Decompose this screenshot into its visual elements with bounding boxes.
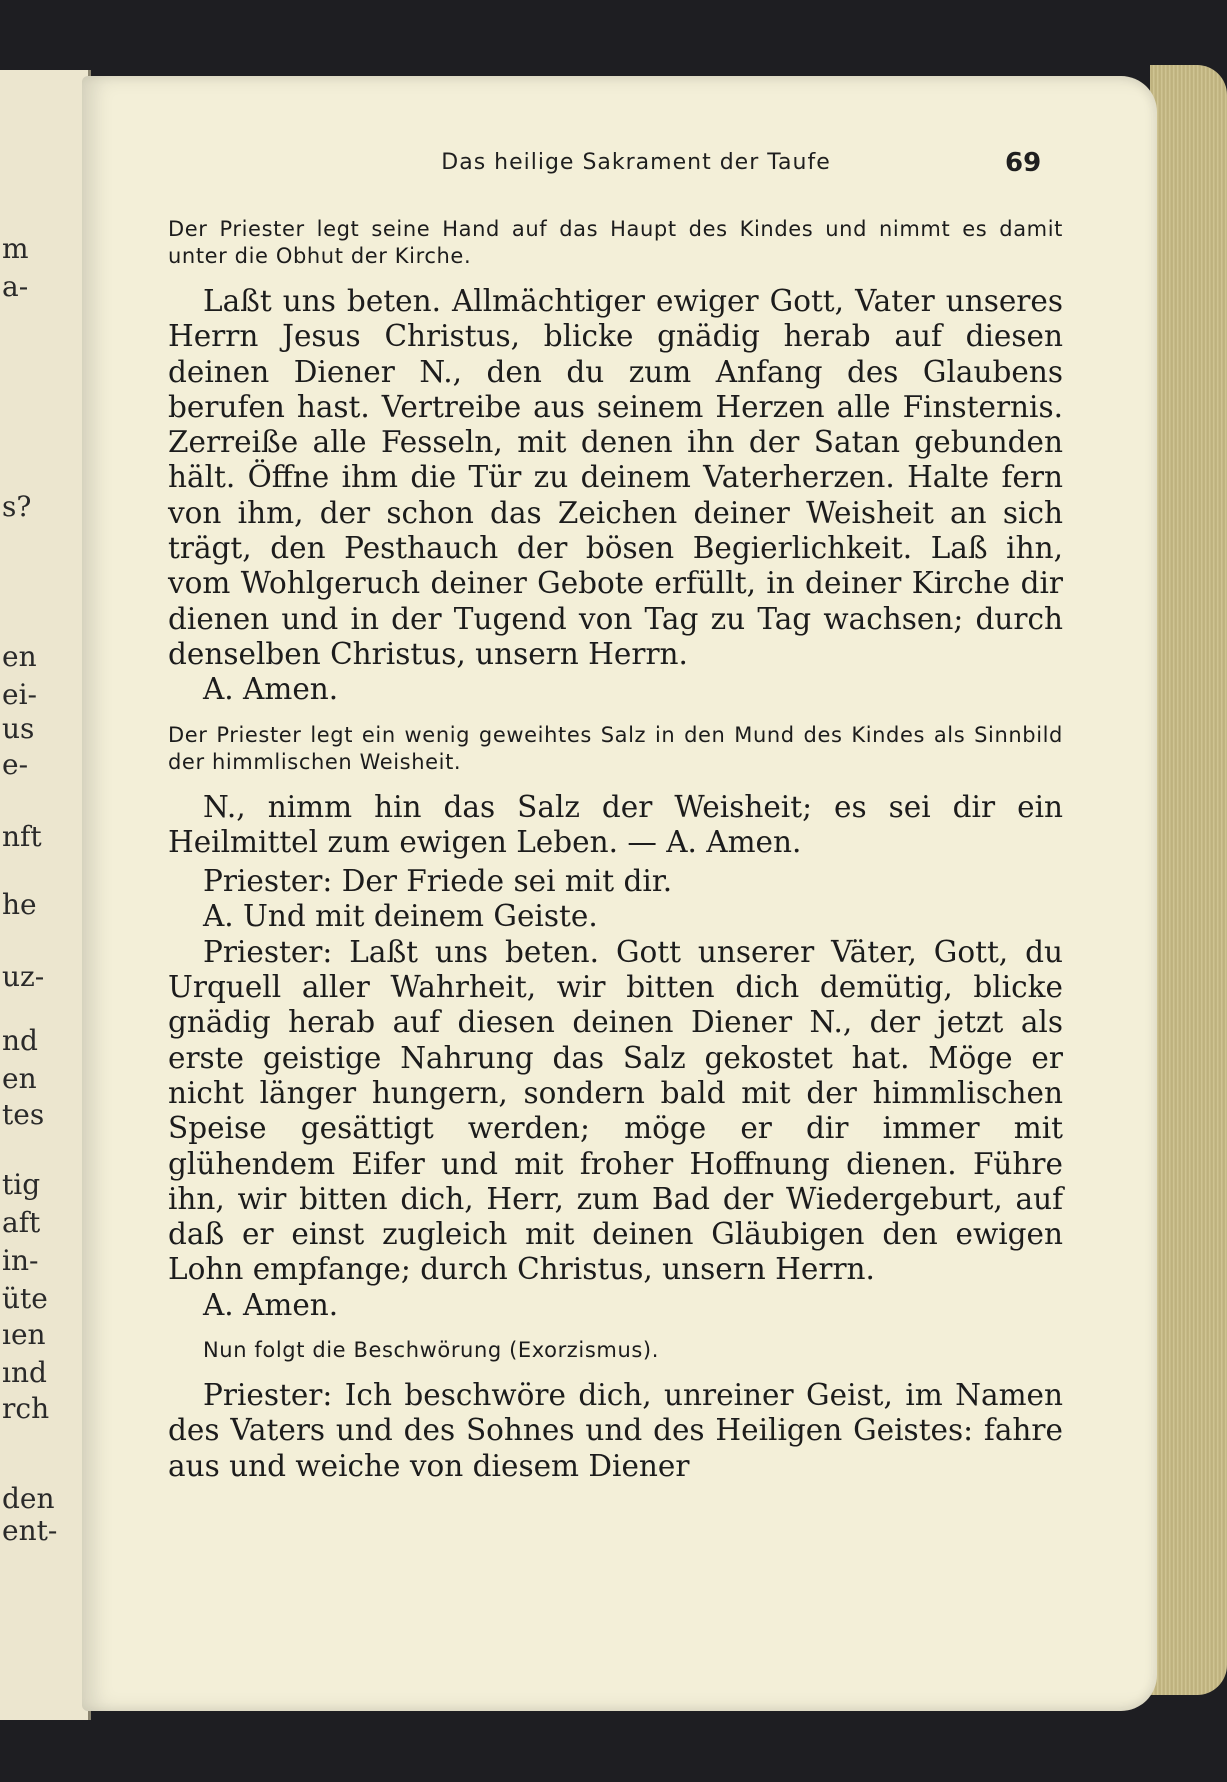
left-page-fragment: m: [2, 232, 29, 265]
left-page-fragment: üte: [2, 1282, 48, 1315]
left-page-fragment: ei-: [2, 678, 37, 711]
left-page-fragment: en: [2, 640, 37, 673]
page-number: 69: [1005, 148, 1042, 178]
left-page-fragment: ent-: [2, 1514, 58, 1547]
left-page-fragment: us: [2, 712, 35, 745]
left-page-fragment: en: [2, 1062, 37, 1095]
left-page-fragment: in-: [2, 1244, 39, 1277]
page-edges: [1150, 65, 1227, 1695]
left-page-fragment: uz-: [2, 960, 45, 993]
left-page-fragment: s?: [2, 490, 32, 523]
left-page-fragment: ıen: [2, 1318, 46, 1351]
running-title: Das heilige Sakrament der Taufe: [441, 150, 831, 175]
response-amen-2: A. Amen.: [203, 1287, 339, 1322]
rubric-exorcism: Nun folgt die Beschwörung (Exorzismus).: [203, 1338, 659, 1363]
peace-response: A. Und mit deinem Geiste.: [203, 899, 598, 934]
left-page-fragment: aft: [2, 1206, 41, 1239]
rubric-hand-on-head: Der Priester legt seine Hand auf das Haupt des Kindes und nimmt es damit unter die Obhut der Kirche.: [168, 217, 1063, 268]
left-page-fragment: a-: [2, 270, 29, 303]
left-page-fragment: ınd: [2, 1356, 47, 1389]
response-amen: A. Amen.: [203, 672, 339, 707]
rubric-salt: Der Priester legt ein wenig geweihtes Salz in den Mund des Kindes als Sinnbild der himmlischen Weisheit.: [168, 722, 1063, 774]
salt-formula: N., nimm hin das Salz der Weisheit; es sei dir ein Heilmittel zum ewigen Leben. — A. Amen.: [168, 789, 1063, 859]
exorcism-formula: Priester: Ich beschwöre dich, unreiner Geist, im Namen des Vaters und des Sohnes und des Heiligen Geistes: fahre aus und weiche von diesem Diener: [168, 1378, 1063, 1483]
facing-left-page: [0, 70, 91, 1720]
left-page-fragment: den: [2, 1482, 55, 1515]
prayer-after-salt: Priester: Laßt uns beten. Gott unserer Väter, Gott, du Urquell aller Wahrheit, wir bitten dich demütig, blicke gnädig herab auf diesen deinen Diener N., der jetzt als erste geistige Nahrung das Salz gekostet hat. Möge er nicht länger hungern, sondern bald mit der himmlischen Speise gesättigt werden; möge er dir immer mit glühendem Eifer und mit froher Hoffnung dienen. Führe ihn, wir bitten dich, Herr, zum Bad der Wiedergeburt, auf daß er einst zugleich mit deinen Gläubigen den ewigen Lohn empfange; durch Christus, unsern Herrn.: [168, 934, 1063, 1287]
peace-greeting: Priester: Der Friede sei mit dir.: [203, 864, 673, 899]
left-page-fragment: nft: [2, 820, 42, 853]
left-page-fragment: tes: [2, 1098, 45, 1131]
left-page-fragment: nd: [2, 1024, 38, 1057]
left-page-fragment: tig: [2, 1168, 41, 1201]
left-page-fragment: he: [2, 888, 37, 921]
left-page-fragment: e-: [2, 748, 29, 781]
page-body: [168, 216, 1063, 1484]
prayer-opening: Laßt uns beten. Allmächtiger ewiger Gott, Vater unseres Herrn Jesus Christus, blicke gnädig herab auf diesen deinen Diener N., den du zum Anfang des Glaubens berufen hast. Vertreibe aus seinem Herzen alle Finsternis. Zerreiße alle Fesseln, mit denen ihn der Satan gebunden hält. Öffne ihm die Tür zu deinem Vaterherzen. Halte fern von ihm, der schon das Zeichen deiner Weisheit an sich trägt, den Pesthauch der bösen Begierlichkeit. Laß ihn, vom Wohlgeruch deiner Gebote erfüllt, in deiner Kirche dir dienen und in der Tugend von Tag zu Tag wachsen; durch denselben Christus, unsern Herrn.: [168, 284, 1063, 671]
left-page-fragment: rch: [2, 1392, 50, 1425]
